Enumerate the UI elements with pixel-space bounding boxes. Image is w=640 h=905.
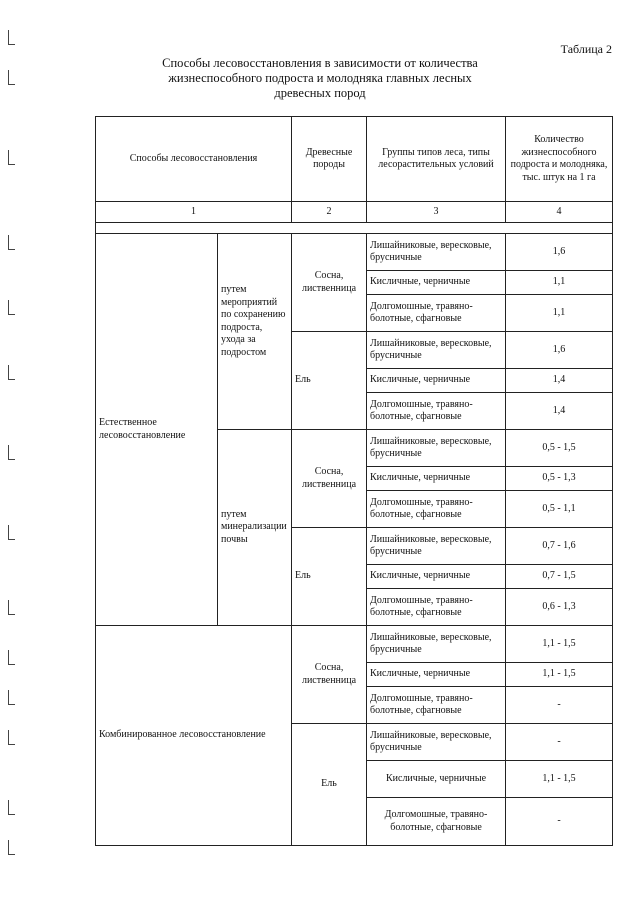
binding-mark bbox=[8, 365, 15, 380]
species-pine-larch: Сосна, лиственница bbox=[292, 626, 367, 724]
quantity-value: 1,4 bbox=[506, 369, 613, 393]
column-number: 1 bbox=[96, 202, 292, 223]
forest-group: Кисличные, черничные bbox=[367, 565, 506, 589]
table-row bbox=[96, 234, 613, 271]
forest-group: Кисличные, черничные bbox=[367, 467, 506, 491]
forest-group: Долгомошные, травяно-болотные, сфагновые bbox=[367, 393, 506, 430]
quantity-value: 1,1 - 1,5 bbox=[506, 663, 613, 687]
header-species: Древесные породы bbox=[292, 117, 367, 202]
reforestation-table bbox=[95, 116, 613, 846]
binding-mark bbox=[8, 235, 15, 250]
quantity-value: 0,6 - 1,3 bbox=[506, 589, 613, 626]
submethod-soil-mineralization: путем минерализации почвы bbox=[218, 430, 292, 626]
forest-group: Кисличные, черничные bbox=[367, 663, 506, 687]
column-numbers-row bbox=[96, 202, 613, 223]
quantity-value: 0,5 - 1,3 bbox=[506, 467, 613, 491]
table-number: Таблица 2 bbox=[560, 42, 612, 56]
quantity-value: 0,7 - 1,5 bbox=[506, 565, 613, 589]
quantity-value: 1,1 bbox=[506, 271, 613, 295]
quantity-value: 1,6 bbox=[506, 332, 613, 369]
header-forest-groups: Группы типов леса, типы лесорастительных условий bbox=[367, 117, 506, 202]
forest-group: Долгомошные, травяно-болотные, сфагновые bbox=[367, 295, 506, 332]
header-row bbox=[96, 117, 613, 202]
forest-group: Долгомошные, травяно-болотные, сфагновые bbox=[367, 589, 506, 626]
binding-mark bbox=[8, 650, 15, 665]
quantity-value: - bbox=[506, 798, 613, 846]
forest-group: Долгомошные, травяно-болотные, сфагновые bbox=[367, 687, 506, 724]
forest-group: Лишайниковые, вересковые, брусничные bbox=[367, 626, 506, 663]
species-spruce: Ель bbox=[292, 724, 367, 846]
forest-group: Долгомошные, травяно-болотные, сфагновые bbox=[367, 491, 506, 528]
forest-group: Лишайниковые, вересковые, брусничные bbox=[367, 528, 506, 565]
header-quantity: Количество жизнеспособного подроста и молодняка, тыс. штук на 1 га bbox=[506, 117, 613, 202]
binding-mark bbox=[8, 690, 15, 705]
species-spruce: Ель bbox=[292, 528, 367, 626]
page-title: Способы лесовосстановления в зависимости от количества жизнеспособного подроста и молодняка главных лесных древесных пород bbox=[162, 56, 478, 100]
binding-mark bbox=[8, 730, 15, 745]
quantity-value: 1,4 bbox=[506, 393, 613, 430]
column-number: 2 bbox=[292, 202, 367, 223]
quantity-value: 1,1 - 1,5 bbox=[506, 761, 613, 798]
table-row bbox=[96, 626, 613, 663]
method-natural: Естественное лесовосстановление bbox=[96, 234, 218, 626]
column-number: 4 bbox=[506, 202, 613, 223]
method-combined: Комбинированное лесовосстановление bbox=[96, 626, 292, 846]
forest-group: Долгомошные, травяно-болотные, сфагновые bbox=[367, 798, 506, 846]
submethod-preserve-undergrowth: путем мероприятий по сохранению подроста, ухода за подростом bbox=[218, 234, 292, 430]
quantity-value: 0,5 - 1,5 bbox=[506, 430, 613, 467]
forest-group: Лишайниковые, вересковые, брусничные bbox=[367, 430, 506, 467]
quantity-value: 1,1 - 1,5 bbox=[506, 626, 613, 663]
quantity-value: 1,1 bbox=[506, 295, 613, 332]
forest-group: Кисличные, черничные bbox=[367, 369, 506, 393]
quantity-value: 0,5 - 1,1 bbox=[506, 491, 613, 528]
binding-mark bbox=[8, 800, 15, 815]
column-number: 3 bbox=[367, 202, 506, 223]
binding-mark bbox=[8, 70, 15, 85]
spacer-row bbox=[96, 223, 613, 234]
forest-group: Кисличные, черничные bbox=[367, 761, 506, 798]
forest-group: Лишайниковые, вересковые, брусничные bbox=[367, 332, 506, 369]
binding-mark bbox=[8, 840, 15, 855]
binding-mark bbox=[8, 525, 15, 540]
forest-group: Кисличные, черничные bbox=[367, 271, 506, 295]
binding-mark bbox=[8, 150, 15, 165]
binding-mark bbox=[8, 300, 15, 315]
binding-mark bbox=[8, 600, 15, 615]
binding-mark bbox=[8, 445, 15, 460]
species-pine-larch: Сосна, лиственница bbox=[292, 234, 367, 332]
binding-mark bbox=[8, 30, 15, 45]
species-pine-larch: Сосна, лиственница bbox=[292, 430, 367, 528]
forest-group: Лишайниковые, вересковые, брусничные bbox=[367, 234, 506, 271]
header-methods: Способы лесовосстановления bbox=[96, 117, 292, 202]
quantity-value: 0,7 - 1,6 bbox=[506, 528, 613, 565]
quantity-value: - bbox=[506, 724, 613, 761]
species-spruce: Ель bbox=[292, 332, 367, 430]
forest-group: Лишайниковые, вересковые, брусничные bbox=[367, 724, 506, 761]
quantity-value: 1,6 bbox=[506, 234, 613, 271]
quantity-value: - bbox=[506, 687, 613, 724]
